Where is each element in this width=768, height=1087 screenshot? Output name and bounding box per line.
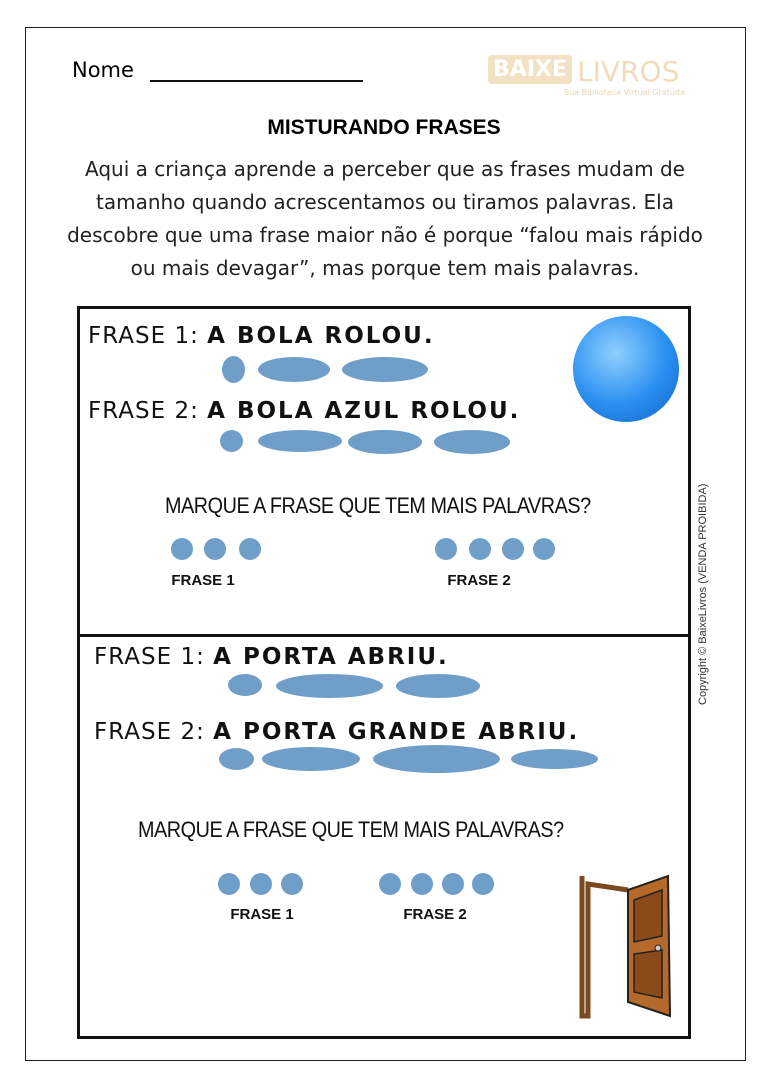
open-door-image <box>578 870 674 1020</box>
word-oval <box>276 674 383 698</box>
option-frase-2[interactable]: FRASE 2 <box>403 906 467 923</box>
word-oval <box>258 357 330 382</box>
word-oval <box>228 674 262 696</box>
word-oval <box>342 357 428 382</box>
dot <box>171 538 193 560</box>
word-oval <box>373 745 500 773</box>
word-oval <box>533 538 555 560</box>
sentence-1: FRASE 1: A BOLA ROLOU. <box>88 323 435 349</box>
page-title: MISTURANDO FRASES <box>267 116 501 139</box>
option-frase-1[interactable]: FRASE 1 <box>230 906 294 923</box>
word-oval <box>204 538 226 560</box>
word-oval <box>472 873 494 895</box>
logo: BAIXE LIVROS Sua Biblioteca Virtual Gratuita <box>488 55 685 97</box>
word-oval <box>396 674 480 698</box>
copyright: Copyright © BaixeLivros (VENDA PROIBIDA) <box>697 483 709 705</box>
word-oval <box>222 356 245 383</box>
word-oval <box>379 873 401 895</box>
blue-ball-image <box>573 316 679 422</box>
word-oval <box>281 873 303 895</box>
word-oval <box>442 873 464 895</box>
sentence-2: FRASE 2: A BOLA AZUL ROLOU. <box>88 398 521 424</box>
word-oval <box>218 873 240 895</box>
question: MARQUE A FRASE QUE TEM MAIS PALAVRAS? <box>138 817 564 842</box>
word-oval <box>348 430 422 454</box>
word-oval <box>411 873 433 895</box>
option-frase-2[interactable]: FRASE 2 <box>447 572 511 589</box>
word-oval <box>258 430 342 452</box>
name-label: Nome <box>72 58 134 82</box>
word-oval <box>502 538 524 560</box>
word-oval <box>220 430 243 452</box>
sentence-2: FRASE 2: A PORTA GRANDE ABRIU. <box>94 719 580 745</box>
sentence-1: FRASE 1: A PORTA ABRIU. <box>94 644 449 670</box>
word-oval <box>250 873 272 895</box>
word-oval <box>434 430 510 454</box>
word-oval <box>239 538 261 560</box>
word-oval <box>511 749 598 769</box>
question: MARQUE A FRASE QUE TEM MAIS PALAVRAS? <box>165 493 591 518</box>
word-oval <box>262 747 360 771</box>
intro-text: Aqui a criança aprende a perceber que as frases mudam de tamanho quando acrescentamos ou tiramos palavras. Ela descobre que uma frase maior não é porque “falou mais rápido ou mais devagar”, mas porque tem mais palavras. <box>67 157 703 280</box>
option-frase-1[interactable]: FRASE 1 <box>171 572 235 589</box>
word-oval <box>435 538 457 560</box>
word-oval <box>469 538 491 560</box>
name-line[interactable] <box>150 80 363 82</box>
word-oval <box>219 748 254 770</box>
